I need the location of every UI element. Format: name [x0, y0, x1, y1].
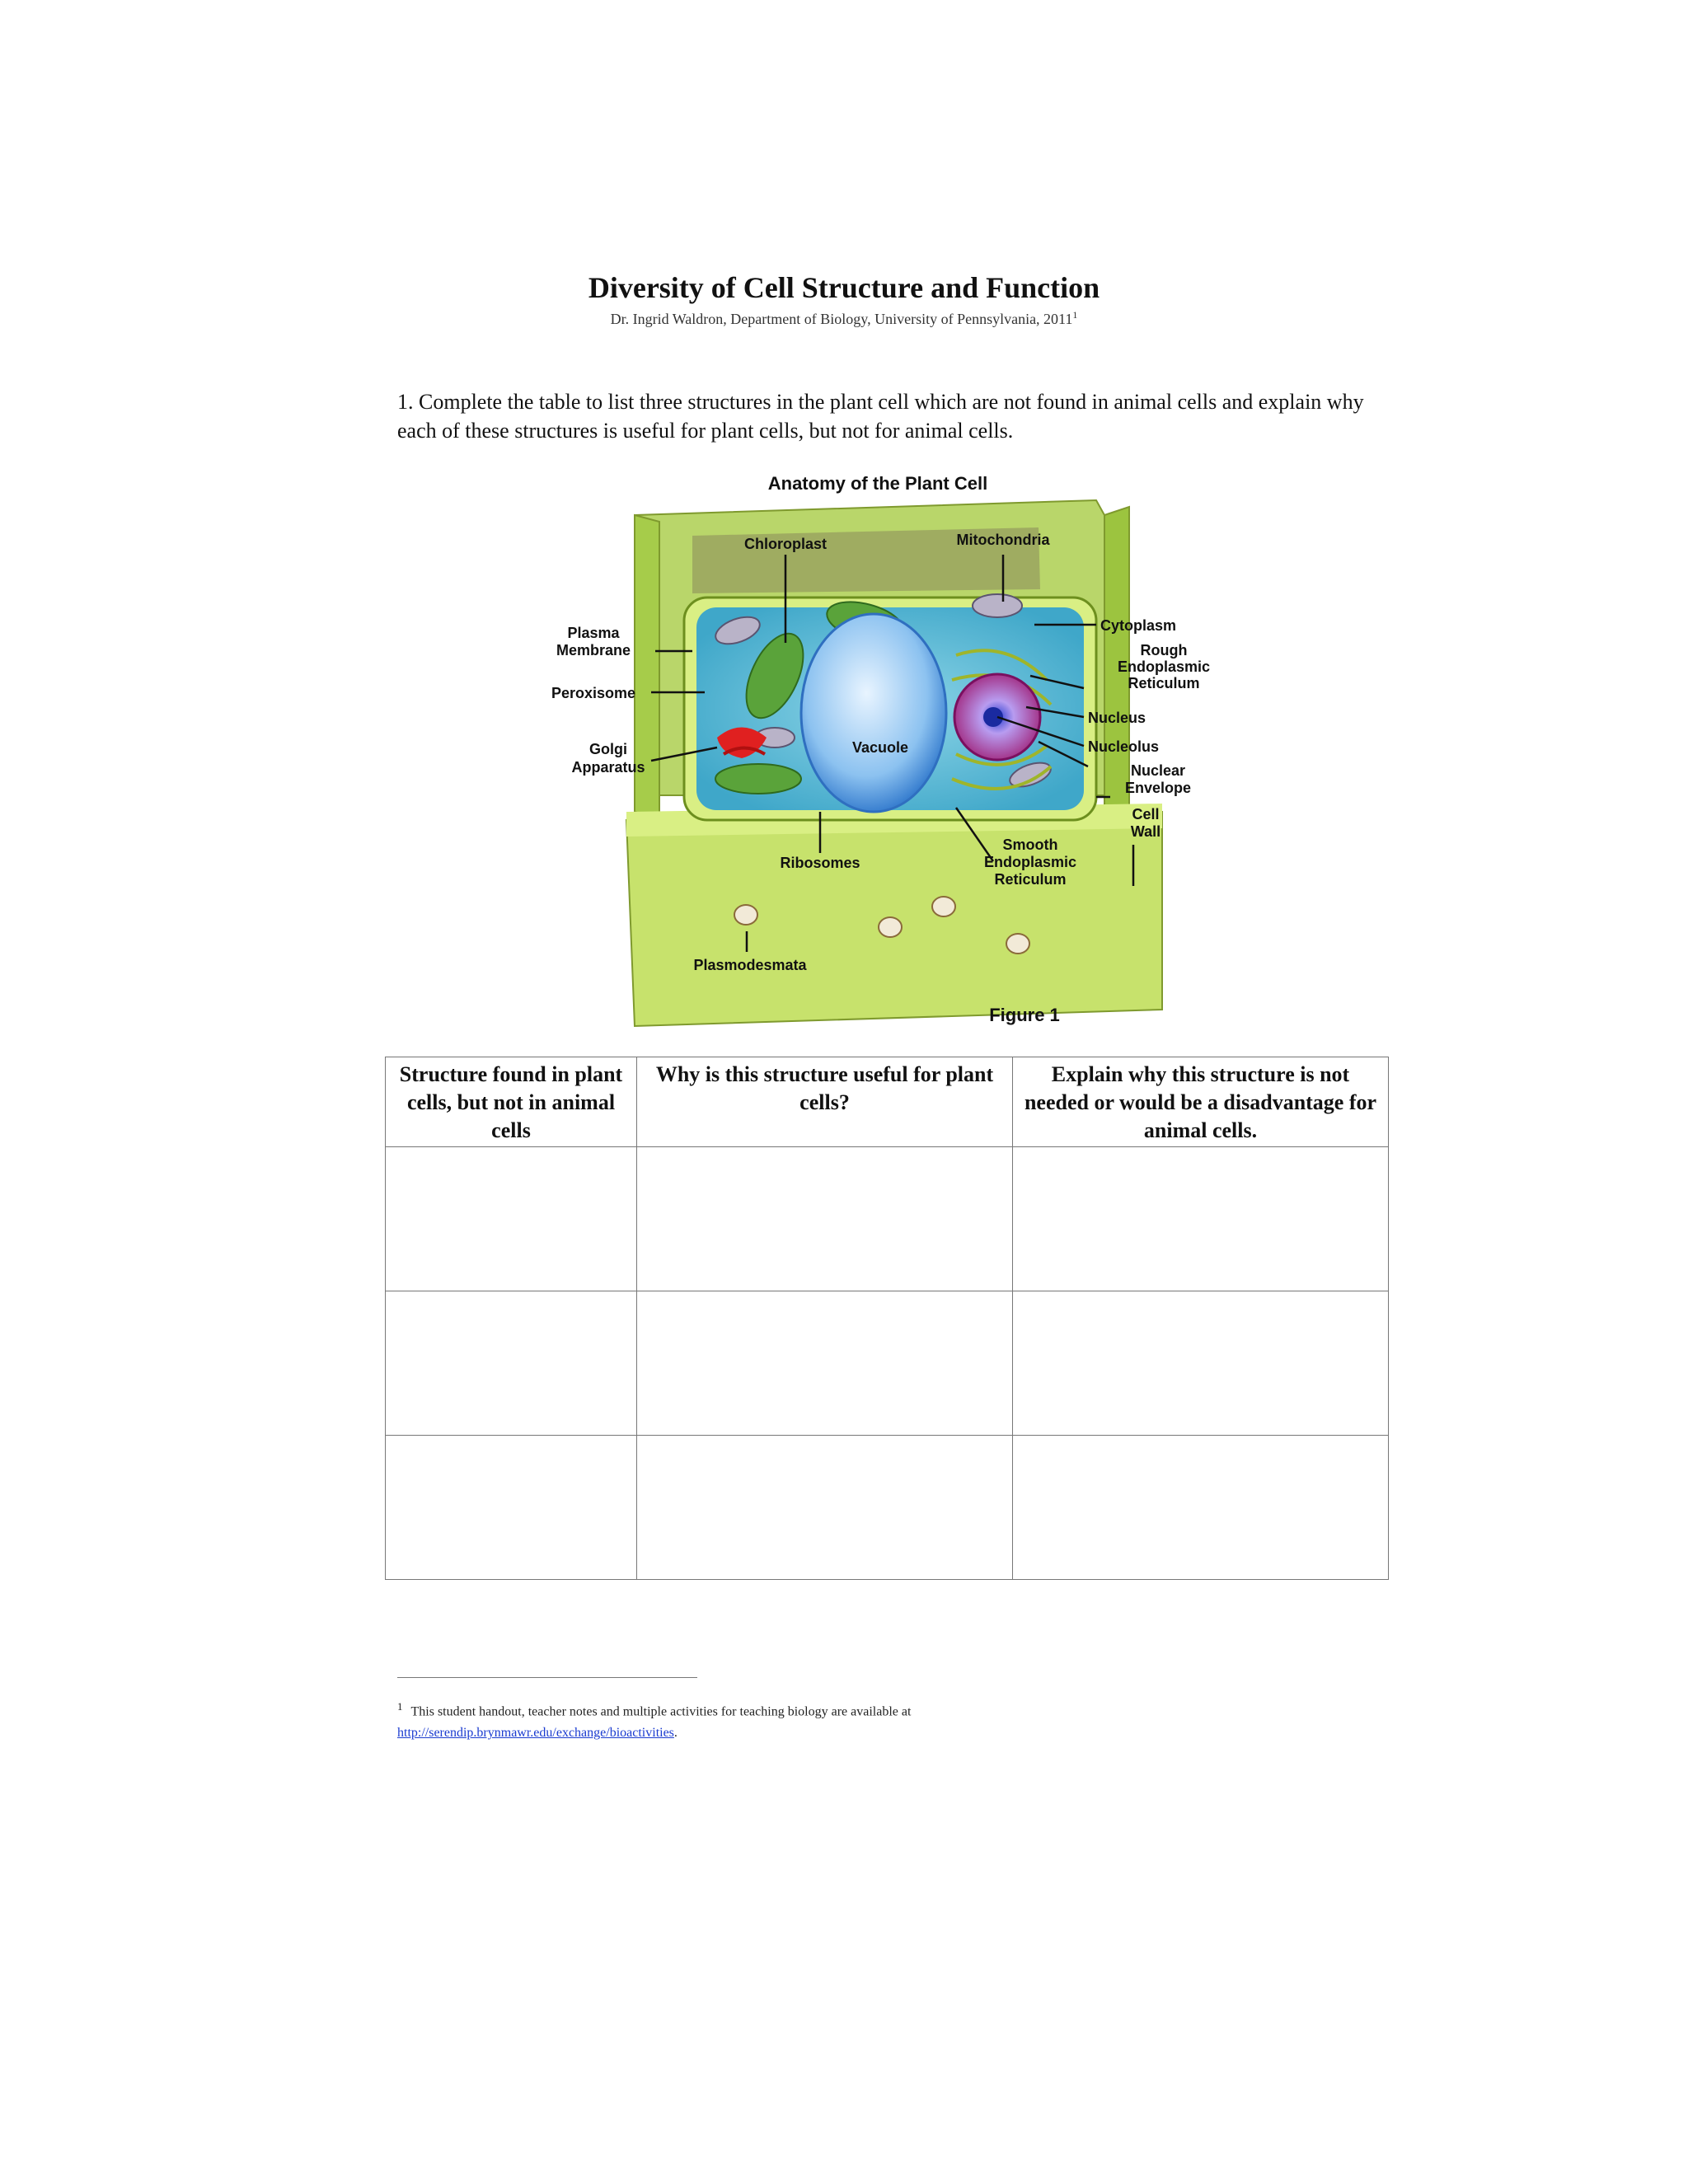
- answer-cell[interactable]: [1013, 1436, 1389, 1580]
- answer-cell[interactable]: [637, 1436, 1013, 1580]
- answer-cell[interactable]: [386, 1436, 637, 1580]
- label-mitochondria: Mitochondria: [956, 532, 1050, 548]
- answer-table: [385, 1057, 1389, 1580]
- label-plasma-membrane-2: Membrane: [556, 642, 631, 658]
- page-title: Diversity of Cell Structure and Function: [588, 271, 1100, 304]
- label-smooth-er-3: Reticulum: [994, 871, 1067, 888]
- label-golgi-1: Golgi: [589, 741, 627, 757]
- header-structure: Structure found in plant cells, but not in animal cells: [386, 1057, 637, 1147]
- label-nucleus: Nucleus: [1088, 710, 1146, 726]
- footnote-text: This student handout, teacher notes and multiple activities for teaching biology are available at: [410, 1704, 912, 1719]
- question-1-text: 1. Complete the table to list three structures in the plant cell which are not found in animal cells and explain why each of these structures is useful for plant cells, but not for animal cells.: [397, 390, 1364, 443]
- byline-text: Dr. Ingrid Waldron, Department of Biology, University of Pennsylvania, 2011: [610, 311, 1073, 327]
- label-rough-er-2: Endoplasmic: [1117, 658, 1211, 675]
- label-cytoplasm: Cytoplasm: [1100, 617, 1177, 634]
- label-nucleolus: Nucleolus: [1088, 738, 1160, 755]
- label-smooth-er-1: Smooth: [1002, 837, 1058, 853]
- footnote-line-1: [397, 1696, 911, 1722]
- answer-cell[interactable]: [1013, 1147, 1389, 1291]
- footnote: [397, 1696, 911, 1744]
- answer-cell[interactable]: [637, 1291, 1013, 1436]
- footnote-line-2: [397, 1722, 911, 1744]
- label-chloroplast: Chloroplast: [743, 536, 828, 552]
- label-golgi-2: Apparatus: [571, 759, 645, 776]
- table-row: [386, 1291, 1389, 1436]
- header-animal-disadvantage: Explain why this structure is not needed or would be a disadvantage for animal cells.: [1013, 1057, 1389, 1147]
- figure-title: Anatomy of the Plant Cell: [767, 473, 988, 494]
- footnote-ref[interactable]: 1: [1072, 309, 1078, 321]
- table-row: [386, 1436, 1389, 1580]
- label-smooth-er-2: Endoplasmic: [983, 854, 1077, 870]
- label-nuclear-envelope-1: Nuclear: [1130, 762, 1186, 779]
- table-row: [386, 1147, 1389, 1291]
- table-header-row: [386, 1057, 1389, 1147]
- plant-cell-diagram: [536, 466, 1236, 1043]
- label-plasmodesmata: Plasmodesmata: [693, 957, 807, 973]
- author-byline: [0, 309, 1688, 328]
- label-cell-wall-1: Cell: [1132, 806, 1160, 823]
- label-ribosomes: Ribosomes: [780, 855, 860, 871]
- answer-cell[interactable]: [386, 1291, 637, 1436]
- footnote-marker: 1: [397, 1700, 403, 1713]
- footnote-divider: [397, 1677, 697, 1678]
- answer-cell[interactable]: [1013, 1291, 1389, 1436]
- label-vacuole: Vacuole: [851, 739, 909, 756]
- label-rough-er-3: Reticulum: [1128, 675, 1200, 691]
- footnote-trailing: .: [673, 1726, 678, 1741]
- figure-caption: Figure 1: [989, 1005, 1060, 1025]
- vacuole-shape: [801, 614, 946, 812]
- label-plasma-membrane-1: Plasma: [567, 625, 620, 641]
- label-peroxisome: Peroxisome: [551, 685, 636, 701]
- label-cell-wall-2: Wall: [1130, 823, 1161, 840]
- plant-cell-figure: [536, 466, 1236, 1043]
- footnote-link[interactable]: http://serendip.brynmawr.edu/exchange/bioactivities: [397, 1726, 674, 1741]
- answer-cell[interactable]: [637, 1147, 1013, 1291]
- label-nuclear-envelope-2: Envelope: [1124, 780, 1192, 796]
- header-useful-for-plants: Why is this structure useful for plant cells?: [637, 1057, 1013, 1147]
- answer-cell[interactable]: [386, 1147, 637, 1291]
- label-rough-er-1: Rough: [1140, 642, 1188, 658]
